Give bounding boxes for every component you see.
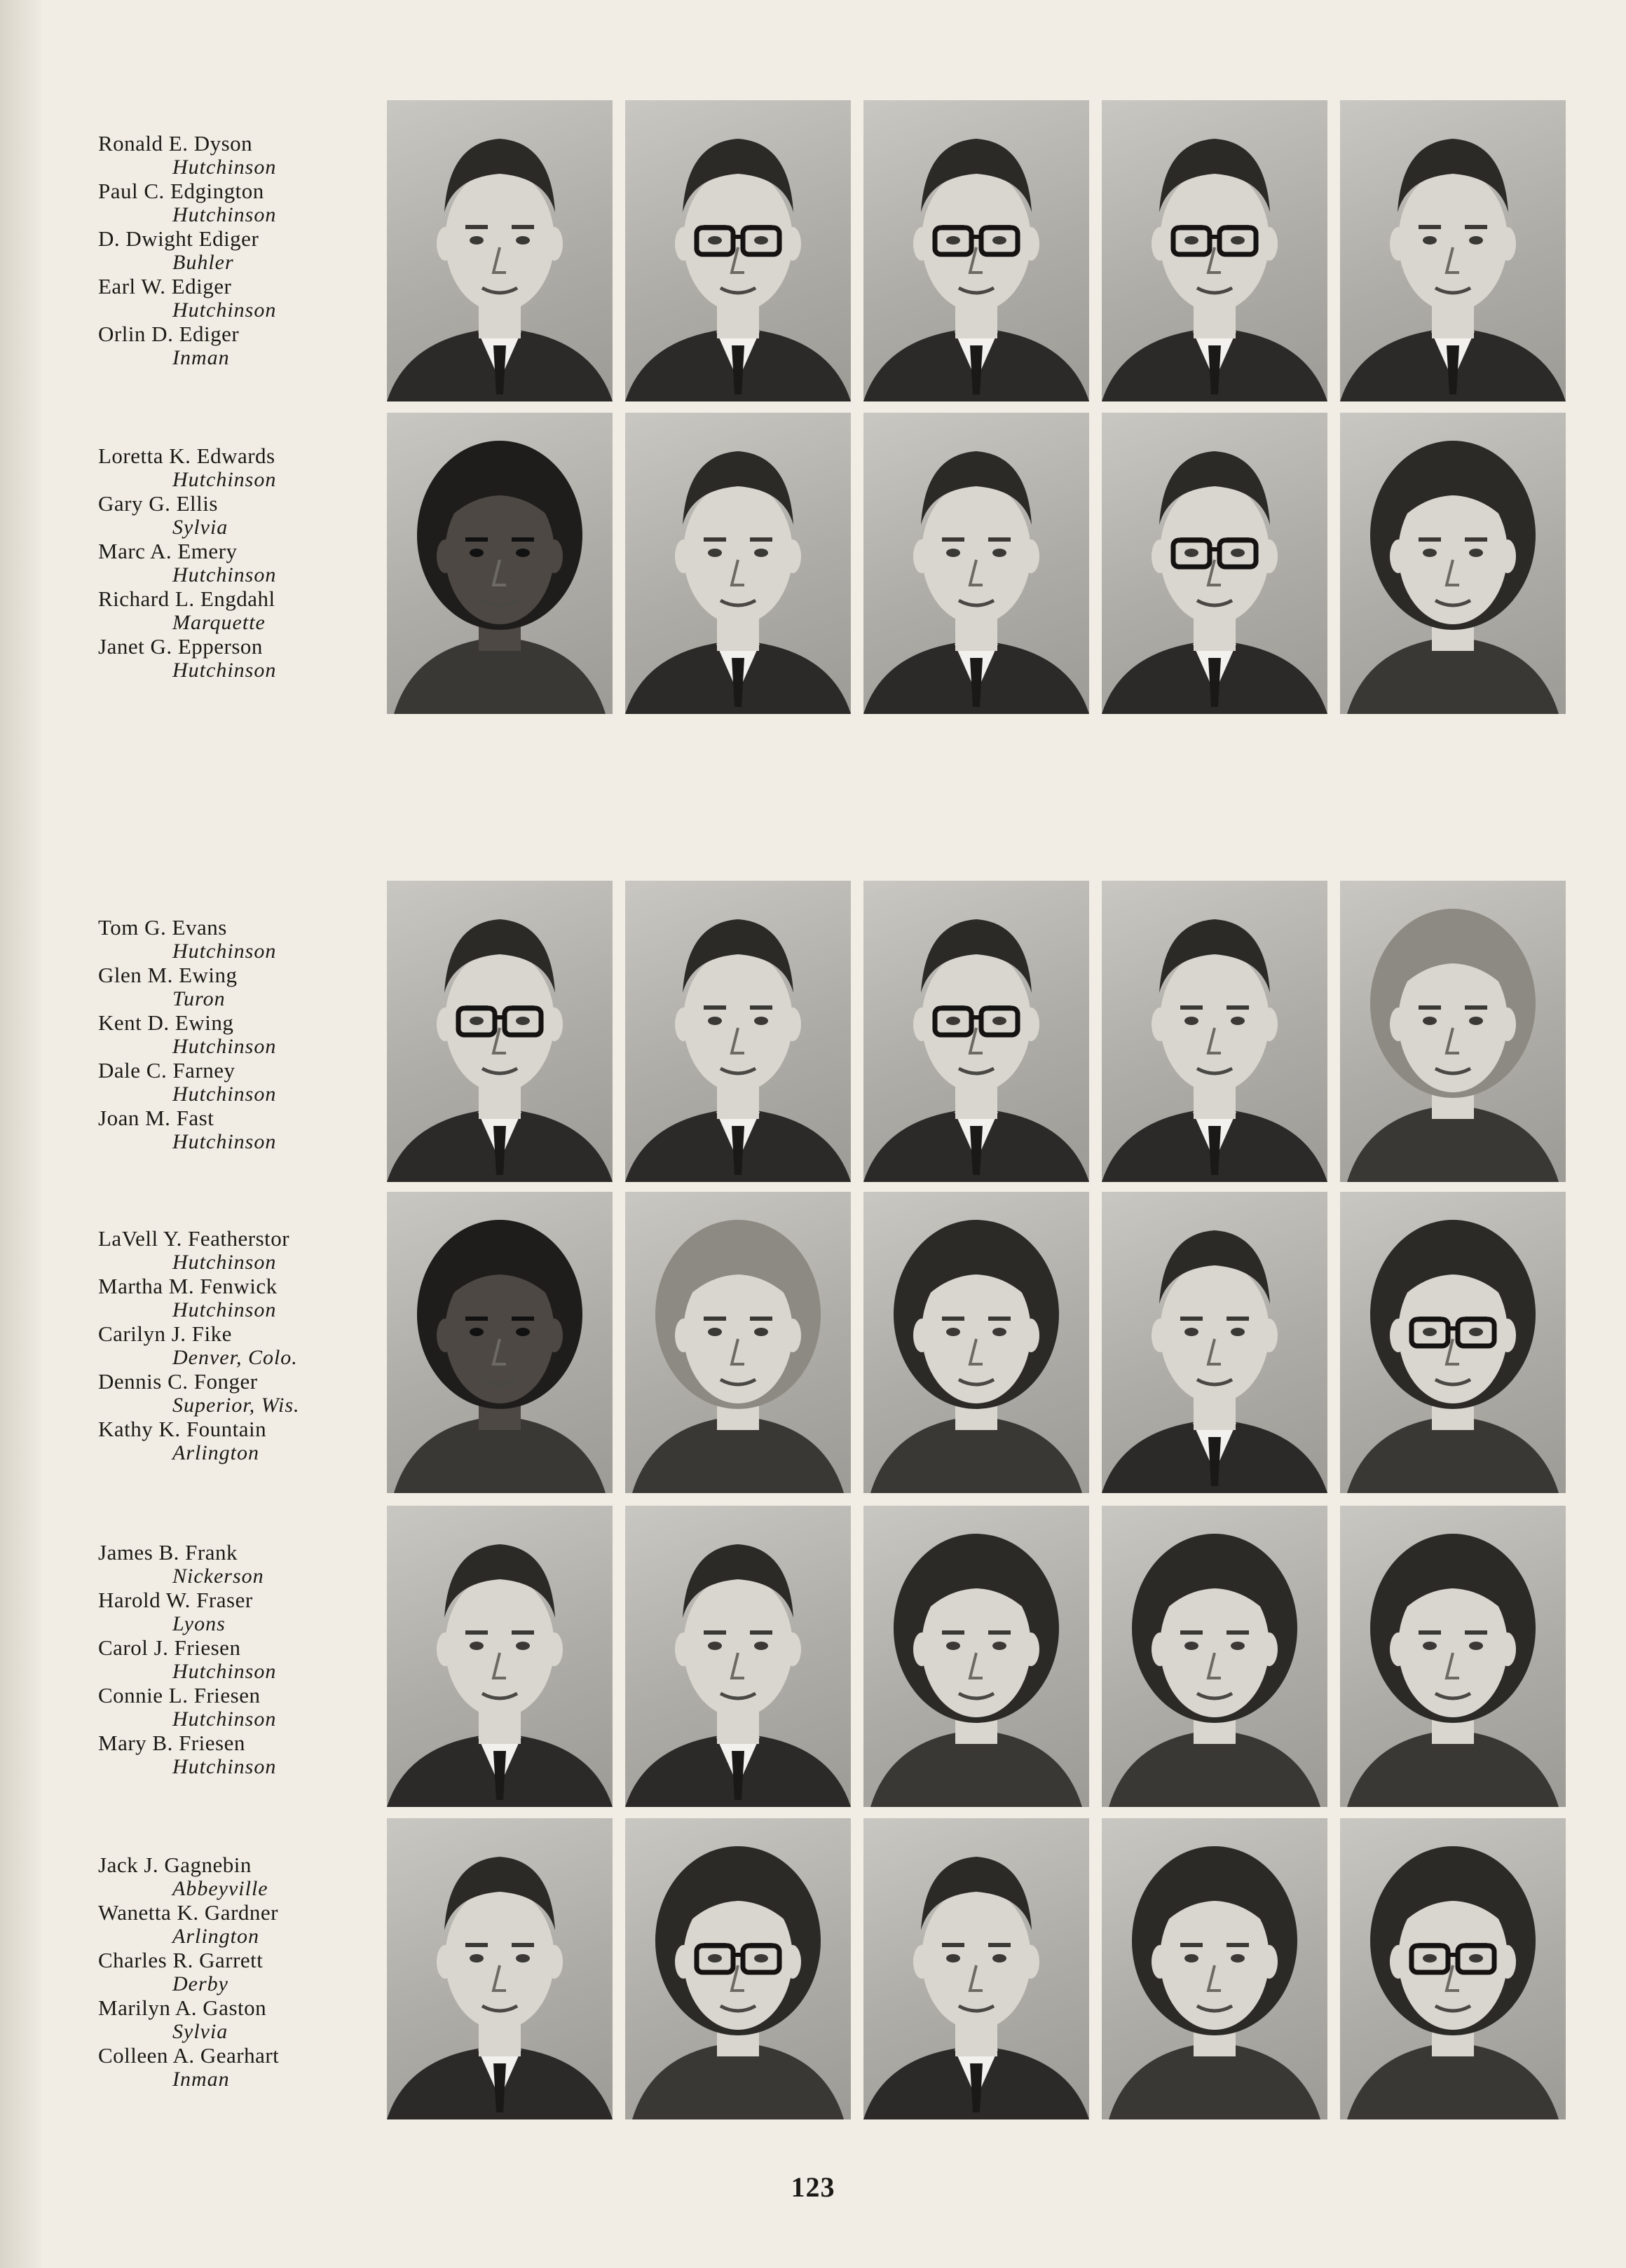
page-number: 123 bbox=[791, 2171, 835, 2203]
student-entry bbox=[98, 1684, 378, 1731]
student-name: Loretta K. Edwards bbox=[98, 444, 275, 468]
student-entry bbox=[98, 322, 378, 370]
name-list bbox=[98, 1853, 378, 2091]
student-name: Dennis C. Fonger bbox=[98, 1370, 258, 1394]
student-portrait bbox=[625, 881, 851, 1182]
student-hometown: Abbeyville bbox=[172, 1877, 268, 1900]
portrait-row bbox=[387, 1506, 1566, 1807]
student-entry bbox=[98, 1322, 378, 1370]
student-entry bbox=[98, 635, 378, 682]
student-name: Gary G. Ellis bbox=[98, 492, 218, 516]
student-entry bbox=[98, 1059, 378, 1106]
student-portrait bbox=[1102, 1818, 1327, 2119]
student-entry bbox=[98, 1227, 378, 1274]
student-name: Orlin D. Ediger bbox=[98, 322, 240, 346]
student-portrait bbox=[387, 100, 613, 401]
student-hometown: Hutchinson bbox=[172, 1251, 277, 1274]
student-name: D. Dwight Ediger bbox=[98, 227, 259, 251]
student-name: Ronald E. Dyson bbox=[98, 132, 253, 156]
student-hometown: Hutchinson bbox=[172, 659, 277, 682]
student-name: Marilyn A. Gaston bbox=[98, 1996, 267, 2020]
student-name: Dale C. Farney bbox=[98, 1059, 235, 1083]
name-list bbox=[98, 916, 378, 1154]
student-portrait bbox=[863, 1818, 1089, 2119]
student-name: Joan M. Fast bbox=[98, 1106, 214, 1130]
student-name: Glen M. Ewing bbox=[98, 963, 238, 987]
student-portrait bbox=[387, 881, 613, 1182]
student-name: Mary B. Friesen bbox=[98, 1731, 245, 1755]
name-list bbox=[98, 1541, 378, 1779]
student-entry bbox=[98, 1636, 378, 1684]
student-entry bbox=[98, 963, 378, 1011]
student-name: Kathy K. Fountain bbox=[98, 1417, 267, 1441]
student-name: Carol J. Friesen bbox=[98, 1636, 241, 1660]
student-name: Paul C. Edgington bbox=[98, 179, 264, 203]
student-hometown: Inman bbox=[172, 2068, 230, 2091]
student-hometown: Hutchinson bbox=[172, 1707, 277, 1731]
student-name: Earl W. Ediger bbox=[98, 275, 232, 298]
student-portrait bbox=[625, 100, 851, 401]
student-entry bbox=[98, 1996, 378, 2044]
student-entry bbox=[98, 1588, 378, 1636]
student-entry bbox=[98, 1106, 378, 1154]
student-name: LaVell Y. Featherstor bbox=[98, 1227, 290, 1251]
student-entry bbox=[98, 1731, 378, 1779]
portrait-row bbox=[387, 1192, 1566, 1493]
student-portrait bbox=[1102, 1192, 1327, 1493]
student-portrait bbox=[387, 1506, 613, 1807]
student-hometown: Hutchinson bbox=[172, 1083, 277, 1106]
student-portrait bbox=[387, 1818, 613, 2119]
student-entry bbox=[98, 275, 378, 322]
student-name: Kent D. Ewing bbox=[98, 1011, 234, 1035]
student-portrait bbox=[1340, 100, 1566, 401]
student-name: Jack J. Gagnebin bbox=[98, 1853, 252, 1877]
student-portrait bbox=[625, 413, 851, 714]
student-hometown: Hutchinson bbox=[172, 468, 277, 491]
student-hometown: Hutchinson bbox=[172, 298, 277, 322]
student-entry bbox=[98, 1901, 378, 1949]
student-name: Martha M. Fenwick bbox=[98, 1274, 278, 1298]
student-entry bbox=[98, 916, 378, 963]
student-entry bbox=[98, 444, 378, 492]
student-entry bbox=[98, 132, 378, 179]
student-hometown: Hutchinson bbox=[172, 1298, 277, 1321]
student-name: Tom G. Evans bbox=[98, 916, 227, 940]
student-name: Wanetta K. Gardner bbox=[98, 1901, 278, 1925]
student-name: Janet G. Epperson bbox=[98, 635, 263, 659]
student-portrait bbox=[863, 413, 1089, 714]
student-name: Marc A. Emery bbox=[98, 539, 238, 563]
student-entry bbox=[98, 2044, 378, 2091]
student-portrait bbox=[863, 1192, 1089, 1493]
student-hometown: Hutchinson bbox=[172, 1755, 277, 1778]
student-hometown: Derby bbox=[172, 1972, 228, 1995]
student-portrait bbox=[1102, 1506, 1327, 1807]
student-portrait bbox=[1340, 413, 1566, 714]
portrait-row bbox=[387, 413, 1566, 714]
student-entry bbox=[98, 1541, 378, 1588]
student-portrait bbox=[1340, 1506, 1566, 1807]
student-portrait bbox=[1340, 881, 1566, 1182]
student-portrait bbox=[387, 1192, 613, 1493]
student-portrait bbox=[863, 881, 1089, 1182]
student-portrait bbox=[625, 1192, 851, 1493]
student-hometown: Buhler bbox=[172, 251, 234, 274]
student-hometown: Superior, Wis. bbox=[172, 1394, 300, 1417]
portrait-row bbox=[387, 100, 1566, 401]
page-gutter-shadow bbox=[0, 0, 42, 2268]
student-entry bbox=[98, 492, 378, 539]
student-portrait bbox=[1102, 413, 1327, 714]
student-entry bbox=[98, 1011, 378, 1059]
student-portrait bbox=[1340, 1818, 1566, 2119]
name-list bbox=[98, 132, 378, 370]
student-name: Colleen A. Gearhart bbox=[98, 2044, 280, 2068]
portrait-row bbox=[387, 1818, 1566, 2119]
student-entry bbox=[98, 1370, 378, 1417]
student-hometown: Lyons bbox=[172, 1612, 226, 1635]
student-hometown: Arlington bbox=[172, 1441, 260, 1464]
student-hometown: Hutchinson bbox=[172, 156, 277, 179]
student-name: Harold W. Fraser bbox=[98, 1588, 253, 1612]
student-hometown: Arlington bbox=[172, 1925, 260, 1948]
student-portrait bbox=[1102, 881, 1327, 1182]
student-hometown: Sylvia bbox=[172, 2020, 228, 2043]
name-list bbox=[98, 444, 378, 682]
student-hometown: Nickerson bbox=[172, 1565, 264, 1588]
student-entry bbox=[98, 179, 378, 227]
name-list bbox=[98, 1227, 378, 1465]
student-name: James B. Frank bbox=[98, 1541, 238, 1565]
student-portrait bbox=[863, 1506, 1089, 1807]
student-entry bbox=[98, 539, 378, 587]
student-portrait bbox=[625, 1818, 851, 2119]
student-entry bbox=[98, 1853, 378, 1901]
student-portrait bbox=[1340, 1192, 1566, 1493]
student-portrait bbox=[863, 100, 1089, 401]
student-portrait bbox=[625, 1506, 851, 1807]
student-entry bbox=[98, 587, 378, 635]
student-hometown: Denver, Colo. bbox=[172, 1346, 298, 1369]
student-hometown: Hutchinson bbox=[172, 563, 277, 586]
student-hometown: Hutchinson bbox=[172, 940, 277, 963]
student-portrait bbox=[387, 413, 613, 714]
student-entry bbox=[98, 1949, 378, 1996]
student-name: Carilyn J. Fike bbox=[98, 1322, 232, 1346]
student-hometown: Hutchinson bbox=[172, 1660, 277, 1683]
student-portrait bbox=[1102, 100, 1327, 401]
portrait-row bbox=[387, 881, 1566, 1182]
student-entry bbox=[98, 1274, 378, 1322]
student-name: Connie L. Friesen bbox=[98, 1684, 261, 1707]
student-hometown: Hutchinson bbox=[172, 1035, 277, 1058]
student-hometown: Hutchinson bbox=[172, 1130, 277, 1153]
student-entry bbox=[98, 227, 378, 275]
student-hometown: Marquette bbox=[172, 611, 266, 634]
student-hometown: Inman bbox=[172, 346, 230, 369]
student-name: Charles R. Garrett bbox=[98, 1949, 264, 1972]
student-name: Richard L. Engdahl bbox=[98, 587, 275, 611]
student-hometown: Turon bbox=[172, 987, 226, 1010]
student-hometown: Hutchinson bbox=[172, 203, 277, 226]
student-entry bbox=[98, 1417, 378, 1465]
student-hometown: Sylvia bbox=[172, 516, 228, 539]
